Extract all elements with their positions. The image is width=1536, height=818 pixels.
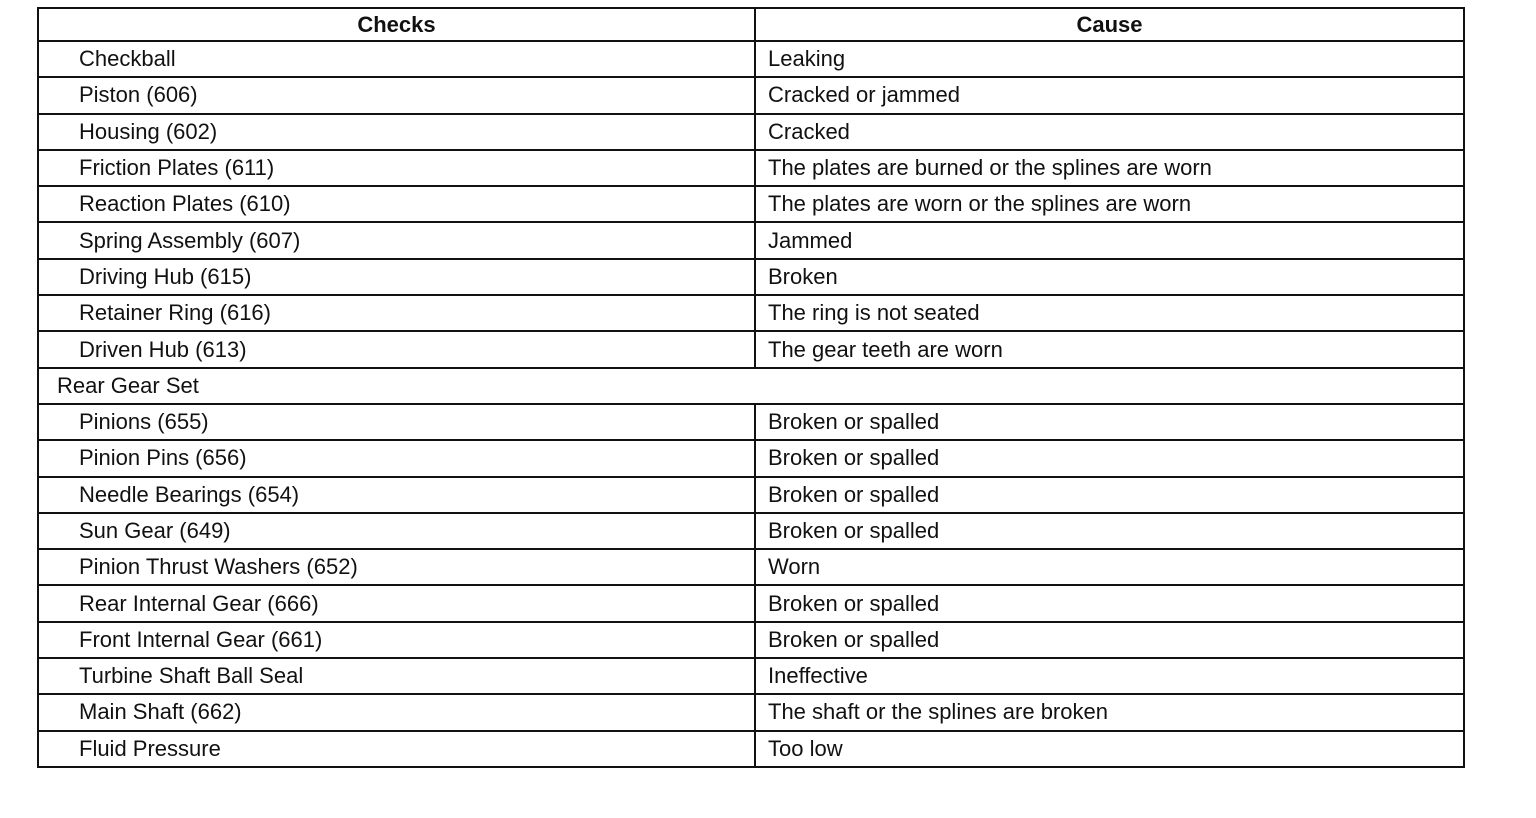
- table-row: [38, 477, 1464, 513]
- cause-cell: Jammed: [755, 222, 1464, 258]
- check-cell: Rear Internal Gear (666): [38, 585, 755, 621]
- table-row: [38, 549, 1464, 585]
- table-row: [38, 186, 1464, 222]
- check-cell: Pinion Pins (656): [38, 440, 755, 476]
- cause-cell: The ring is not seated: [755, 295, 1464, 331]
- header-cause: Cause: [755, 8, 1464, 41]
- cause-cell: Too low: [755, 731, 1464, 767]
- cause-cell: The gear teeth are worn: [755, 331, 1464, 367]
- table-row: [38, 731, 1464, 767]
- header-row: [38, 8, 1464, 41]
- checks-cause-table: [37, 7, 1465, 768]
- check-cell: Driving Hub (615): [38, 259, 755, 295]
- table-row: [38, 259, 1464, 295]
- header-checks: Checks: [38, 8, 755, 41]
- table-row: [38, 114, 1464, 150]
- cause-cell: Cracked: [755, 114, 1464, 150]
- check-cell: Main Shaft (662): [38, 694, 755, 730]
- table-row: [38, 658, 1464, 694]
- check-cell: Checkball: [38, 41, 755, 77]
- cause-cell: Broken or spalled: [755, 585, 1464, 621]
- check-cell: Front Internal Gear (661): [38, 622, 755, 658]
- cause-cell: The plates are worn or the splines are worn: [755, 186, 1464, 222]
- cause-cell: The shaft or the splines are broken: [755, 694, 1464, 730]
- section-row: [38, 368, 1464, 404]
- check-cell: Retainer Ring (616): [38, 295, 755, 331]
- check-cell: Spring Assembly (607): [38, 222, 755, 258]
- table-row: [38, 41, 1464, 77]
- cause-cell: Broken: [755, 259, 1464, 295]
- cause-cell: Leaking: [755, 41, 1464, 77]
- table-row: [38, 513, 1464, 549]
- table-row: [38, 295, 1464, 331]
- check-cell: Friction Plates (611): [38, 150, 755, 186]
- cause-cell: Broken or spalled: [755, 404, 1464, 440]
- cause-cell: Cracked or jammed: [755, 77, 1464, 113]
- table-row: [38, 222, 1464, 258]
- table-row: [38, 585, 1464, 621]
- cause-cell: Broken or spalled: [755, 477, 1464, 513]
- check-cell: Turbine Shaft Ball Seal: [38, 658, 755, 694]
- cause-cell: Broken or spalled: [755, 440, 1464, 476]
- check-cell: Needle Bearings (654): [38, 477, 755, 513]
- check-cell: Sun Gear (649): [38, 513, 755, 549]
- table-row: [38, 440, 1464, 476]
- check-cell: Pinions (655): [38, 404, 755, 440]
- check-cell: Housing (602): [38, 114, 755, 150]
- table-row: [38, 150, 1464, 186]
- cause-cell: Worn: [755, 549, 1464, 585]
- table-body: [38, 41, 1464, 767]
- check-cell: Piston (606): [38, 77, 755, 113]
- check-cell: Fluid Pressure: [38, 731, 755, 767]
- cause-cell: Broken or spalled: [755, 622, 1464, 658]
- check-cell: Driven Hub (613): [38, 331, 755, 367]
- cause-cell: Broken or spalled: [755, 513, 1464, 549]
- section-label: Rear Gear Set: [38, 368, 1464, 404]
- cause-cell: The plates are burned or the splines are worn: [755, 150, 1464, 186]
- table-row: [38, 622, 1464, 658]
- check-cell: Pinion Thrust Washers (652): [38, 549, 755, 585]
- table-row: [38, 331, 1464, 367]
- cause-cell: Ineffective: [755, 658, 1464, 694]
- table-row: [38, 404, 1464, 440]
- table-row: [38, 77, 1464, 113]
- check-cell: Reaction Plates (610): [38, 186, 755, 222]
- table-row: [38, 694, 1464, 730]
